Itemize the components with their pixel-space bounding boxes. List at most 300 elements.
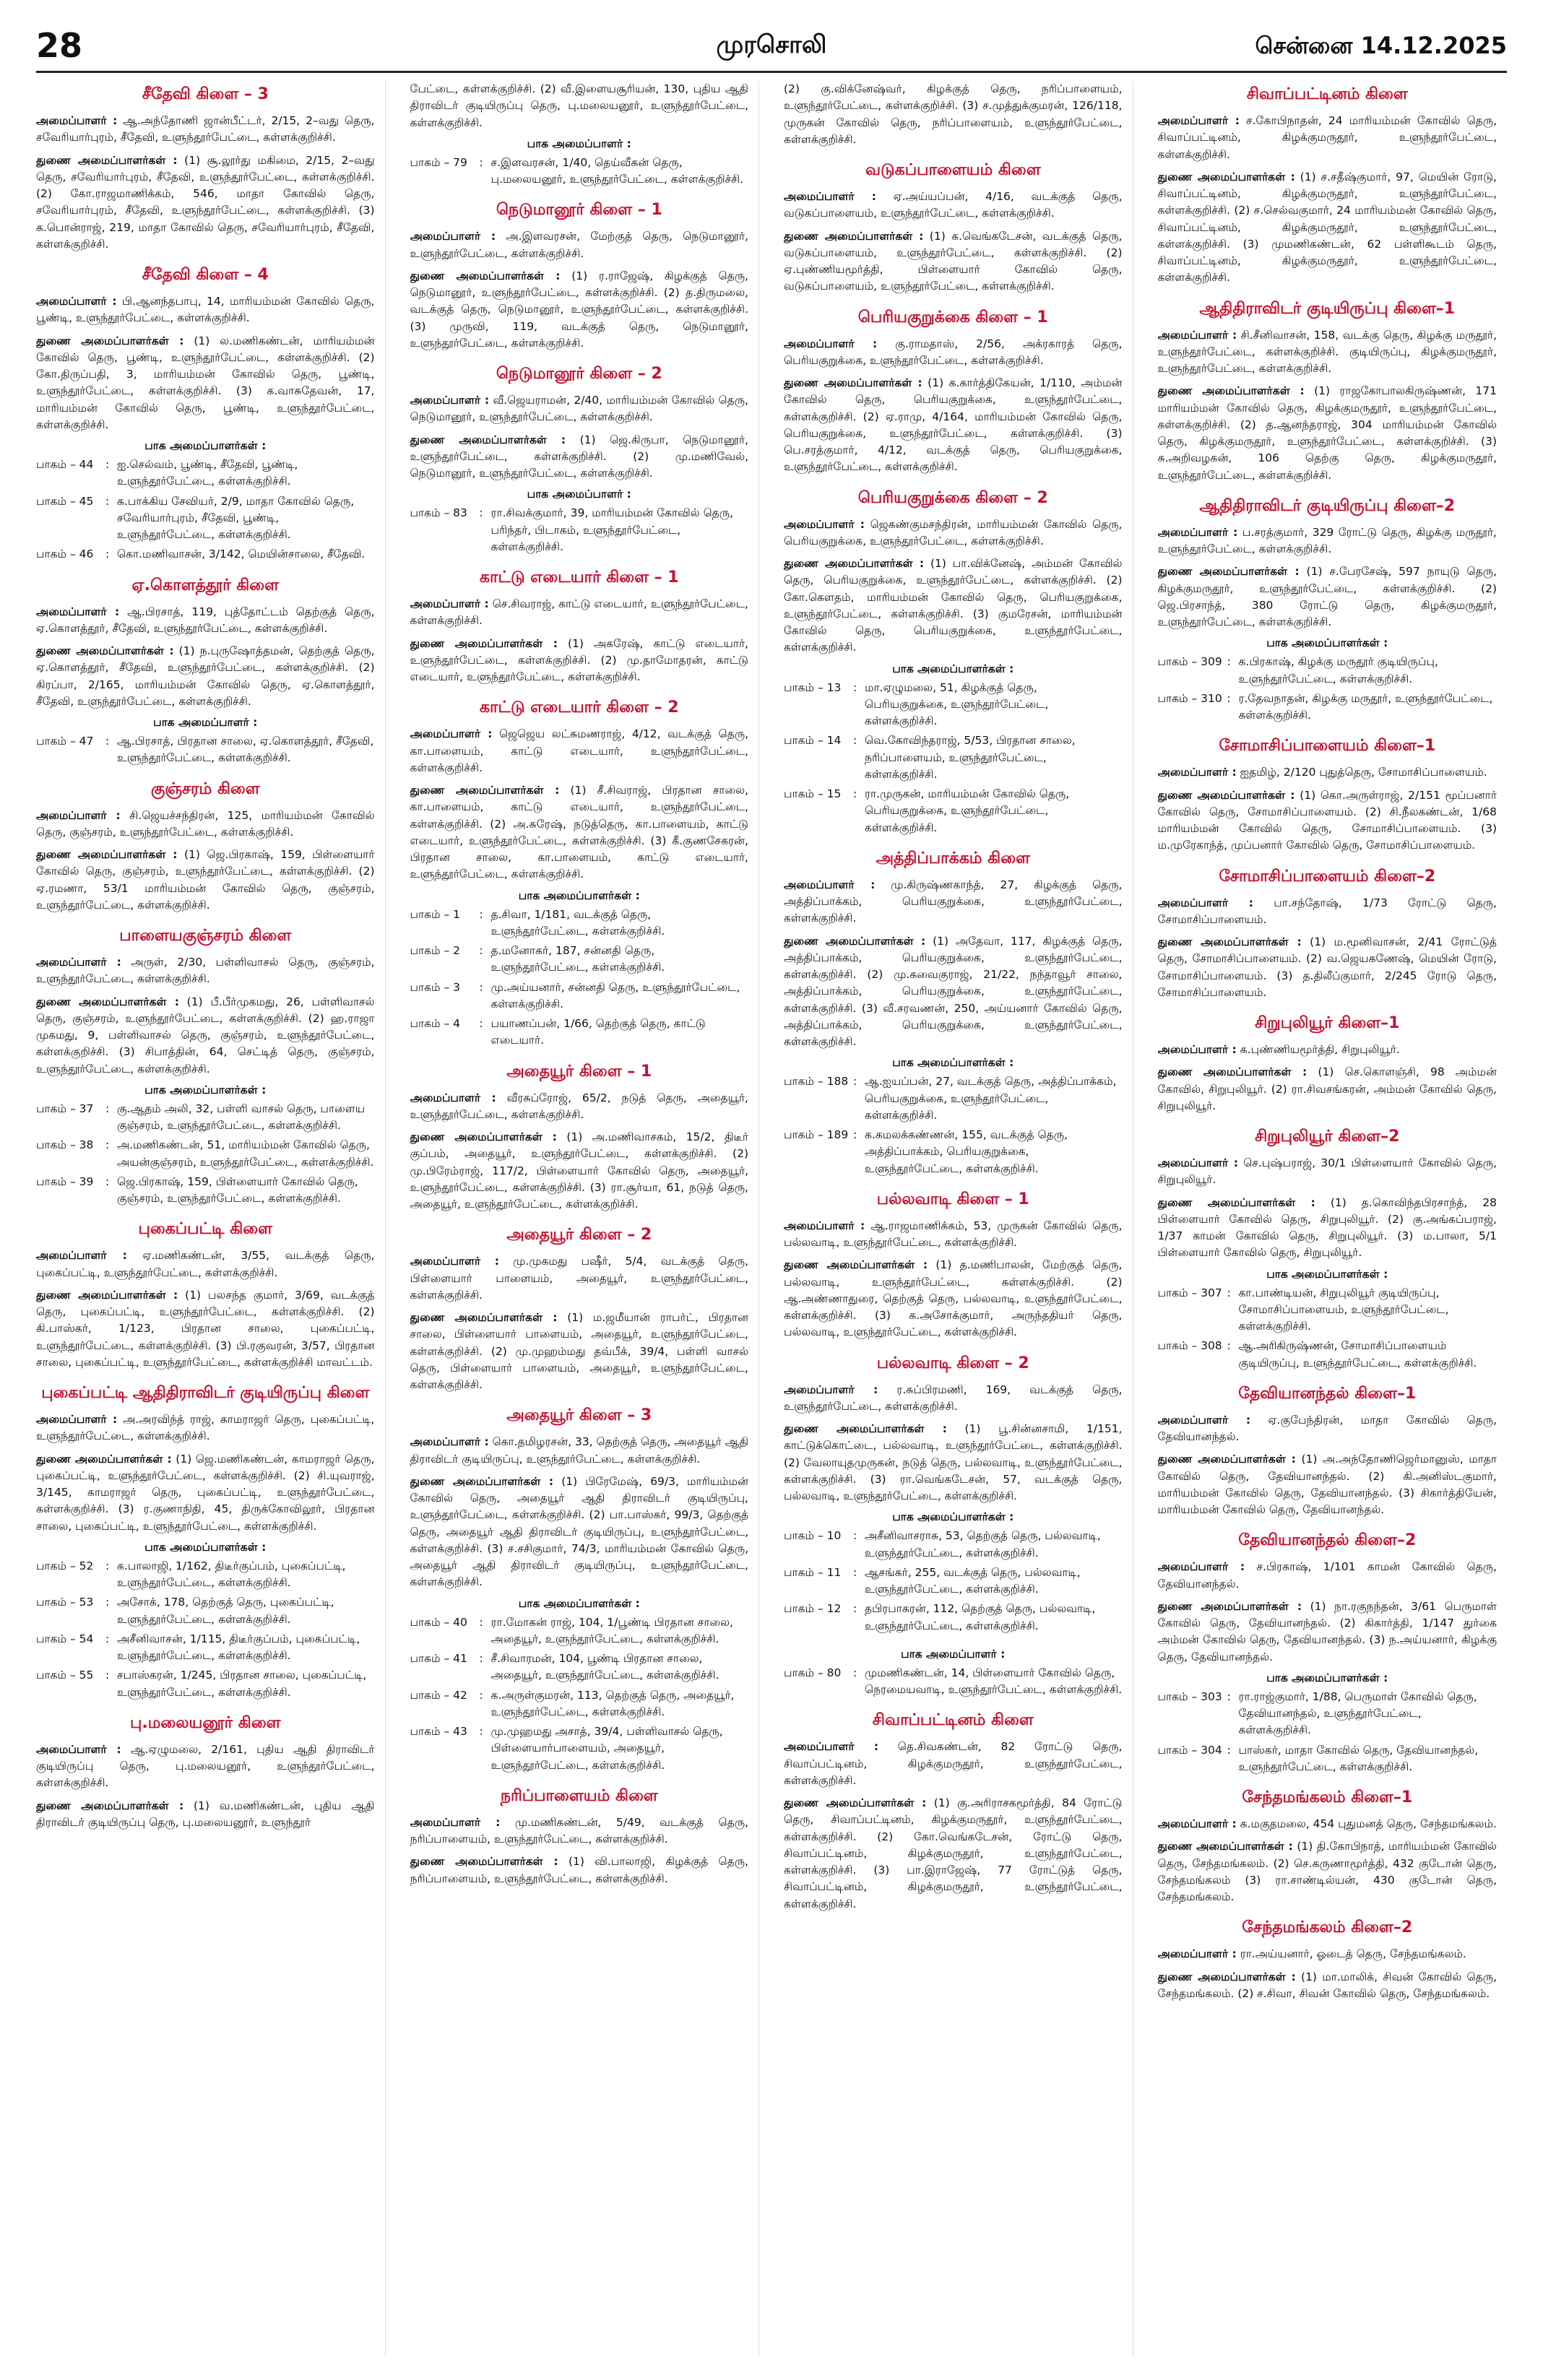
member-paragraph	[784, 336, 1123, 370]
branch-title: சீதேவி கிளை – 4	[142, 266, 269, 284]
member-paragraph	[36, 643, 375, 710]
member-details: ச.கோபிநாதன், 24 மாரியம்மன் கோவில் தெரு, சிவாப்பட்டினம், கிழக்குமருதூர், உளுந்தூர்பேட்டை, கள்ளக்குறிச்சி.	[1157, 114, 1497, 161]
member-paragraph	[410, 1474, 749, 1591]
role-label: அமைப்பாளர் :	[1157, 766, 1237, 779]
branch-section	[784, 849, 1123, 1177]
booth-member: சீ.சிவாரமன், 104, பூண்டி பிரதான சாலை, அதையூர், உளுந்தூர்பேட்டை, கள்ளக்குறிச்சி.	[490, 1652, 719, 1682]
branch-title: சோமாசிப்பாளையம் கிளை–1	[1219, 737, 1436, 756]
role-label: அமைப்பாளர் :	[36, 1742, 121, 1756]
member-details: (1) ஜெ.மணிகண்டன், காமராஜர் தெரு, புகைப்பட்டி, உளுந்தூர்பேட்டை, கள்ளக்குறிச்சி. (2) சி.யுவராஜ், 3/145, காமராஜர் தெரு, புகைப்பட்டி, உளுந்தூர்பேட்டை, கள்ளக்குறிச்சி. (3) ர.குணாநிதி, 45, திருக்கோவிலூர், பிரதான சாலை, புகைப்பட்டி, உளுந்தூர்பேட்டை, கள்ளக்குறிச்சி.	[36, 1452, 375, 1533]
branch-section	[1158, 1788, 1497, 1905]
role-label: துணை அமைப்பாளர்கள் :	[1157, 384, 1305, 398]
booth-colon: :	[479, 1017, 483, 1030]
role-label: அமைப்பாளர் :	[1157, 1156, 1238, 1169]
branch-title: சோமாசிப்பாளையம் கிளை–2	[1219, 867, 1436, 886]
column	[410, 81, 760, 2356]
member-details: (1) ந.புருஷோத்தமன், தெற்குத் தெரு, ஏ.கொளத்தூர், சீதேவி, உளுந்தூர்பேட்டை, கள்ளக்குறிச்சி. (2) கிரப்பா, 2/165, மாரியம்மன் கோவில் தெரு, ஏ.கொளத்தூர், சீதேவி, உளுந்தூர்பேட்டை, கள்ளக்குறிச்சி.	[36, 644, 375, 708]
member-details: ஜெகண்குமசந்திரன், மாரியம்மன் கோவில் தெரு, பெரியகுறுக்கை, உளுந்தூர்பேட்டை, கள்ளக்குறிச்சி.	[784, 517, 1123, 548]
member-details: க.மகுதமலை, 454 புதுமனத் தெரு, சேந்தமங்கலம்.	[1240, 1817, 1497, 1830]
booth-colon: :	[479, 907, 483, 921]
booth-number: பாகம் – 14	[784, 734, 842, 748]
branch-title: நெடுமானூர் கிளை – 2	[496, 365, 662, 383]
member-details: மு.கிருஷ்ணகாந்த், 27, கிழக்குத் தெரு, அத்திப்பாக்கம், பெரியகுறுக்கை, உளுந்தூர்பேட்டை, கள்ளக்குறிச்சி.	[784, 878, 1123, 925]
branch-title: பல்லவாடி கிளை – 1	[876, 1190, 1029, 1208]
booth-row	[410, 906, 749, 940]
booth-colon: :	[479, 1615, 483, 1629]
role-label: அமைப்பாளர் :	[410, 394, 490, 407]
branch-section	[36, 85, 375, 253]
member-paragraph	[1158, 1559, 1497, 1593]
branch-section	[1158, 1128, 1497, 1372]
member-paragraph	[1158, 1838, 1497, 1905]
booth-member: ரா.மோகன் ராஜ், 104, 1/பூண்டி பிரதான சாலை, அதையூர், உளுந்தூர்பேட்டை, கள்ளக்குறிச்சி.	[490, 1615, 733, 1645]
booth-member: க.பிரகாஷ், கிழக்கு மருதூர் குடியிருப்பு, உளுந்தூர்பேட்டை, கள்ளக்குறிச்சி.	[1238, 655, 1438, 685]
member-details: (1) பிரேமேஷ், 69/3, மாரியம்மன் கோவில் தெரு, அதையூர் ஆதி திராவிடர் குடியிருப்பு, உளுந்தூர்பேட்டை, கள்ளக்குறிச்சி. (2) பா.பாஸ்கர், 99/3, தெற்குத் தெரு, அதையூர் ஆதி திராவிடர் குடியிருப்பு, உளுந்தூர்பேட்டை, கள்ளக்குறிச்சி. (3) ச.சசிகுமார், 74/3, மாரியம்மன் கோவில் தெரு, அதையூர் ஆதி திராவிடர் குடியிருப்பு, உளுந்தூர்பேட்டை, கள்ளக்குறிச்சி.	[410, 1474, 748, 1589]
booth-member: ஆ.ஐயப்பன், 27, வடக்குத் தெரு, அத்திப்பாக்கம், பெரியகுறுக்கை, உளுந்தூர்பேட்டை, கள்ளக்குறிச்சி.	[865, 1075, 1117, 1122]
member-details: (1) செ.கொளஞ்சி, 98 அம்மன் கோவில், சிறுபுலியூர். (2) ரா.சிவசங்கரன், அம்மன் கோவில் தெரு, சிறுபுலியூர்.	[1157, 1065, 1497, 1112]
role-label: அமைப்பாளர் :	[784, 1382, 878, 1396]
role-label: துணை அமைப்பாளர்கள் :	[784, 934, 926, 948]
branch-section	[784, 489, 1123, 836]
member-paragraph	[36, 604, 375, 638]
role-label: துணை அமைப்பாளர்கள் :	[784, 229, 924, 243]
member-paragraph	[1158, 1969, 1497, 2003]
member-details: (1) ம.ஜமீயான் ராபர்ட், பிரதான சாலை, பிள்ளையார் பாளையம், அதையூர், உளுந்தூர்பேட்டை, கள்ளக்குறிச்சி. (2) மு.முஹம்மது தவ்பீக், 39/4, பள்ளி வாசல் தெரு, பிள்ளையார் பாளையம், அதையூர், உளுந்தூர்பேட்டை, கள்ளக்குறிச்சி.	[410, 1311, 748, 1391]
branch-title: அதையூர் கிளை – 3	[506, 1406, 652, 1425]
member-paragraph	[410, 432, 749, 483]
member-details: (1) பலசந்த குமார், 3/69, வடக்குத் தெரு, புகைப்பட்டி, உளுந்தூர்பேட்டை, கள்ளக்குறிச்சி. (2) கி.பாஸ்கர், 1/123, பிரதான சாலை, புகைப்பட்டி, உளுந்தூர்பேட்டை, கள்ளக்குறிச்சி. (3) பி.ரகுவரன், 3/57, பிரதான சாலை, புகைப்பட்டி, உளுந்தூர்பேட்டை, கள்ளக்குறிச்சி மாவட்டம்.	[36, 1288, 375, 1369]
branch-section	[410, 1787, 749, 1887]
branch-section	[410, 365, 749, 555]
booth-member: பயாணப்பன், 1/66, தெற்குத் தெரு, காட்டு எடையார்.	[490, 1017, 706, 1047]
member-paragraph	[784, 189, 1123, 222]
member-paragraph	[36, 1287, 375, 1371]
booth-colon: :	[105, 548, 110, 561]
newspaper-name: முரசொலி	[716, 30, 827, 59]
booth-member: சபாஸ்கரன், 1/245, பிரதான சாலை, புகைப்பட்டி, உளுந்தூர்பேட்டை, கள்ளக்குறிச்சி.	[117, 1669, 367, 1699]
member-details: (1) ல.மணிகண்டன், மாரியம்மன் கோவில் தெரு, பூண்டி, உளுந்தூர்பேட்டை, கள்ளக்குறிச்சி. (2) கோ.திருப்பதி, 3, மாரியம்மன் கோவில் தெரு, பூண்டி, உளுந்தூர்பேட்டை, கள்ளக்குறிச்சி. (3) க.வாசுதேவன், 17, மாரியம்மன் கோவில் தெரு, பூண்டி, உளுந்தூர்பேட்டை, கள்ளக்குறிச்சி.	[36, 334, 375, 431]
column	[1158, 81, 1508, 2356]
role-label: துணை அமைப்பாளர்கள் :	[410, 1130, 557, 1143]
member-details: (1) த.மணிபாலன், மேற்குத் தெரு, பல்லவாடி, உளுந்தூர்பேட்டை, கள்ளக்குறிச்சி. (2) ஆ.அண்ணாதுரை, தெற்குத் தெரு, பல்லவாடி, உளுந்தூர்பேட்டை, கள்ளக்குறிச்சி. (3) க.அசோக்குமார், அருந்ததியர் தெரு, பல்லவாடி, உளுந்தூர்பேட்டை, கள்ளக்குறிச்சி.	[784, 1258, 1123, 1339]
booth-row	[36, 1631, 375, 1665]
booth-row	[410, 1650, 749, 1684]
role-label: துணை அமைப்பாளர்கள் :	[410, 784, 560, 797]
booth-member: ர.தேவநாதன், கிழக்கு மருதூர், உளுந்தூர்பேட்டை, கள்ளக்குறிச்சி.	[1238, 691, 1493, 722]
branch-section	[410, 201, 749, 352]
branch-section	[1158, 497, 1497, 724]
member-details: (1) ச.சதீஷ்குமார், 97, மெயின் ரோடு, சிவாப்பட்டினம், கிழக்குமருதூர், உளுந்தூர்பேட்டை, கள்ளக்குறிச்சி. (2) ச.செல்வகுமார், 24 மாரியம்மன் கோவில் தெரு, சிவாப்பட்டினம், கிழக்குமருதூர், உளுந்தூர்பேட்டை, கள்ளக்குறிச்சி. (3) முமணிகண்டன், 62 பள்ளிகூடம் தெரு, சிவாப்பட்டினம், கிழக்குமருதூர், உளுந்தூர்பேட்டை, கள்ளக்குறிச்சி.	[1157, 170, 1497, 285]
booth-number: பாகம் – 40	[410, 1615, 467, 1629]
branch-title: புகைப்பட்டி கிளை	[138, 1220, 272, 1239]
booth-colon: :	[479, 1652, 483, 1665]
member-paragraph	[410, 1253, 749, 1304]
member-paragraph	[784, 228, 1123, 295]
member-details: ஆ.அந்தோணி ஜான்பீட்டர், 2/15, 2–வது தெரு, சவேரியார்புரம், சீதேவி, உளுந்தூர்பேட்டை, கள்ளக்குறிச்சி.	[36, 114, 375, 144]
member-paragraph	[36, 113, 375, 147]
branch-section	[36, 1220, 375, 1371]
role-label: அமைப்பாளர் :	[1157, 1560, 1245, 1574]
role-label: அமைப்பாளர் :	[1157, 1817, 1237, 1830]
member-details: (1) சூ.லூர்து மகிமை, 2/15, 2–வது தெரு, சவேரியார்புரம், சீதேவி, உளுந்தூர்பேட்டை, கள்ளக்குறிச்சி. (2) கோ.ராஜமாணிக்கம், 546, மாதா கோவில் தெரு, சவேரியார்புரம், சீதேவி, உளுந்தூர்பேட்டை, கள்ளக்குறிச்சி. (3) க.பொன்ராஜ், 219, மாதா கோவில் தெரு, சவேரியார்புரம், சீதேவி, கள்ளக்குறிச்சி.	[36, 153, 375, 251]
role-label: அமைப்பாளர் :	[784, 1219, 865, 1232]
booth-number: பாகம் – 38	[36, 1138, 94, 1152]
booth-number: பாகம் – 46	[36, 548, 94, 561]
role-label: அமைப்பாளர் :	[410, 1091, 496, 1104]
role-label: துணை அமைப்பாளர்கள் :	[1157, 1453, 1296, 1466]
role-label: அமைப்பாளர் :	[36, 808, 121, 822]
branch-section	[36, 266, 375, 563]
member-details: க.புண்ணியமூர்த்தி, சிறுபுலியூர்.	[1240, 1043, 1400, 1056]
role-label: துணை அமைப்பாளர்கள் :	[410, 636, 558, 650]
booth-member: ஆ.அரிகிருஷ்ணன், சோமாசிப்பாளையம் குடியிருப்பு, உளுந்தூர்பேட்டை, கள்ளக்குறிச்சி.	[1238, 1339, 1477, 1369]
role-label: துணை அமைப்பாளர்கள் :	[1157, 1599, 1302, 1613]
booth-colon: :	[853, 1128, 857, 1141]
booth-member: அ.மணிகண்டன், 51, மாரியம்மன் கோவில் தெரு, அயன்குஞ்சரம், உளுந்தூர்பேட்டை, கள்ளக்குறிச்சி.	[117, 1138, 374, 1169]
booth-row	[36, 1667, 375, 1701]
role-label: துணை அமைப்பாளர்கள் :	[410, 1474, 554, 1488]
booth-member: ரா.ராஜ்குமார், 1/88, பெருமாள் கோவில் தெரு, தேவியானந்தல், உளுந்தூர்பேட்டை, கள்ளக்குறிச்சி.	[1238, 1689, 1477, 1737]
member-details: (1) நா.ரகுநந்தன், 3/61 பெருமாள் கோவில் தெரு, தேவியானந்தல். (2) கிகார்த்தி, 1/147 துர்கை அம்மன் கோவில் தெரு, தேவியானந்தல். (3) ந.அய்யனார், கிழக்கு தெரு, தேவியானந்தல்.	[1157, 1599, 1497, 1663]
member-details: (2) கு.விக்னேஷ்வர், கிழக்குத் தெரு, நரிப்பாளையம், உளுந்தூர்பேட்டை, கள்ளக்குறிச்சி. (3) ச.முத்துக்குமரன், 126/118, முருகன் கோவில் தெரு, நரிப்பாளையம், உளுந்தூர்பேட்டை, கள்ளக்குறிச்சி.	[784, 82, 1123, 146]
member-paragraph	[1158, 1946, 1497, 1963]
booth-row	[784, 1601, 1123, 1635]
branch-section	[1158, 867, 1497, 1002]
booth-colon: :	[479, 980, 483, 994]
booth-row	[36, 733, 375, 767]
member-paragraph	[1158, 895, 1497, 929]
branch-section	[1158, 737, 1497, 854]
member-paragraph	[36, 1798, 375, 1832]
booth-heading: பாக அமைப்பாளர்கள் :	[892, 662, 1014, 675]
booth-member: க.பாலாஜி, 1/162, திடீர்குப்பம், புகைப்பட்டி, உளுந்தூர்பேட்டை, கள்ளக்குறிச்சி.	[117, 1559, 346, 1589]
booth-row	[410, 1687, 749, 1721]
member-paragraph	[410, 1814, 749, 1848]
member-details: சி.ஜெயச்சந்திரன், 125, மாரியம்மன் கோவில் தெரு, குஞ்சரம், உளுந்தூர்பேட்டை, கள்ளக்குறிச்சி.	[36, 808, 375, 839]
member-details: சி.சீனிவாசன், 158, வடக்கு தெரு, கிழக்கு மருதூர், உளுந்தூர்பேட்டை, கள்ளக்குறிச்சி. குடியிருப்பு, கிழக்குமருதூர், உளுந்தூர்பேட்டை, கள்ளக்குறிச்சி.	[1157, 328, 1497, 375]
branch-section	[410, 1063, 749, 1213]
role-label: அமைப்பாளர் :	[410, 727, 493, 741]
booth-row	[784, 732, 1123, 783]
booth-heading: பாக அமைப்பாளர்கள் :	[1266, 1267, 1388, 1281]
member-paragraph	[1158, 563, 1497, 631]
booth-heading: பாக அமைப்பாளர்கள் :	[518, 1596, 640, 1610]
page-number: 28	[36, 26, 83, 65]
booth-number: பாகம் – 45	[36, 494, 94, 508]
member-details: (1) ம.மூனிவாசன், 2/41 ரோட்டுத் தெரு, சோமாசிப்பாளையம். (2) வ.ஜெயகணேஷ், மெயின் ரோடு, சோமாசிப்பாளையம். (3) த.திலீப்குமார், 2/245 ரோடு தெரு, சோமாசிப்பாளையம்.	[1157, 935, 1497, 999]
booth-colon: :	[479, 1688, 483, 1702]
booth-heading: பாக அமைப்பாளர் :	[901, 1647, 1006, 1661]
booth-number: பாகம் – 55	[36, 1669, 94, 1682]
booth-number: பாகம் – 12	[784, 1602, 842, 1616]
member-details: (1) அதேவா, 117, கிழக்குத் தெரு, அத்திப்பாக்கம், பெரியகுறுக்கை, உளுந்தூர்பேட்டை, கள்ளக்குறிச்சி. (2) மு.கவைகுராஜ், 21/22, நந்தாவூர் சாலை, அத்திப்பாக்கம், பெரியகுறுக்கை, உளுந்தூர்பேட்டை, கள்ளக்குறிச்சி. (3) வீ.சரவணன், 250, அய்யனார் கோவில் தெரு, அத்திப்பாக்கம், பெரியகுறுக்கை, உளுந்தூர்பேட்டை, கள்ளக்குறிச்சி.	[784, 934, 1123, 1048]
booth-colon: :	[1227, 1743, 1231, 1757]
member-details: (1) பூ.சின்னசாமி, 1/151, காட்டுக்கொட்டை, பல்லவாடி, உளுந்தூர்பேட்டை, கள்ளக்குறிச்சி. (2) வேலாயுதமுருகன், நடுத் தெரு, பல்லவாடி, உளுந்தூர்பேட்டை, கள்ளக்குறிச்சி. (3) ரா.வெங்கடேசன், 57, வடக்குத் தெரு, பல்லவாடி, உளுந்தூர்பேட்டை, கள்ளக்குறிச்சி.	[784, 1422, 1123, 1502]
booth-row	[410, 1016, 749, 1050]
branch-section	[784, 308, 1123, 476]
branch-section	[410, 698, 749, 1049]
booth-member: ஆ.பிரசாத், பிரதான சாலை, ஏ.கொளத்தூர், சீதேவி, உளுந்தூர்பேட்டை, கள்ளக்குறிச்சி.	[117, 735, 374, 765]
role-label: துணை அமைப்பாளர்கள் :	[36, 153, 178, 167]
member-paragraph	[1158, 383, 1497, 484]
branch-section	[410, 81, 749, 188]
branch-title: சிறுபுலியூர் கிளை–1	[1255, 1014, 1400, 1032]
booth-colon: :	[105, 1174, 110, 1188]
branch-title: புகைப்பட்டி ஆதிதிராவிடர் குடியிருப்பு கிளை	[41, 1384, 370, 1402]
branch-section	[784, 1711, 1123, 1913]
branch-title: சிவாப்பட்டினம் கிளை	[1246, 85, 1408, 103]
edition-date: சென்னை 14.12.2025	[1255, 32, 1507, 59]
role-label: அமைப்பாளர் :	[36, 605, 120, 618]
booth-number: பாகம் – 47	[36, 735, 94, 748]
member-paragraph	[1158, 1155, 1497, 1189]
member-details: (1) க.வெங்கடேசன், வடக்குத் தெரு, வடுகப்பாளையம், உளுந்தூர்பேட்டை, கள்ளக்குறிச்சி. (2) ஏ.புண்ணியமூர்த்தி, பிள்ளையார் கோவில் தெரு, வடுகப்பாளையம், உளுந்தூர்பேட்டை, கள்ளக்குறிச்சி.	[784, 229, 1123, 293]
role-label: துணை அமைப்பாளர்கள் :	[784, 1422, 947, 1435]
role-label: அமைப்பாளர் :	[1157, 1413, 1251, 1427]
booth-member: ஜெ.பிரகாஷ், 159, பிள்ளையார் கோவில் தெரு, குஞ்சரம், உளுந்தூர்பேட்டை, கள்ளக்குறிச்சி.	[117, 1174, 358, 1205]
member-paragraph	[1158, 524, 1497, 558]
member-paragraph	[784, 877, 1123, 927]
role-label: துணை அமைப்பாளர்கள் :	[1157, 1970, 1296, 1983]
member-details: (1) ஜெ.பிரகாஷ், 159, பிள்ளையார் கோவில் தெரு, குஞ்சரம், உளுந்தூர்பேட்டை, கள்ளக்குறிச்சி. (2) ஏ.ரமணா, 53/1 மாரியம்மன் கோவில் தெரு, குஞ்சரம், உளுந்தூர்பேட்டை, கள்ளக்குறிச்சி.	[36, 848, 375, 912]
branch-section	[1158, 85, 1497, 287]
booth-number: பாகம் – 83	[410, 506, 467, 520]
member-details: ஐதமிழ், 2/120 புதுத்தெரு, சோமாசிப்பாளையம்.	[1240, 766, 1487, 779]
booth-heading: பாக அமைப்பாளர்கள் :	[144, 439, 267, 452]
booth-row	[410, 1723, 749, 1774]
member-paragraph	[36, 1247, 375, 1281]
member-paragraph	[784, 933, 1123, 1051]
member-details: ஆ.ஏழுமலை, 2/161, புதிய ஆதி திராவிடர் குடியிருப்பு தெரு, பு.மலையனூர், உளுந்தூர்பேட்டை, கள்ளக்குறிச்சி.	[36, 1742, 375, 1790]
branch-title: வடுகப்பாளையம் கிளை	[865, 161, 1041, 179]
member-paragraph	[36, 1451, 375, 1535]
member-paragraph	[36, 847, 375, 914]
member-details: கொ.தமிழரசன், 33, தெற்குத் தெரு, அதையூர் ஆதி திராவிடர் குடியிருப்பு, உளுந்தூர்பேட்டை, கள்ளக்குறிச்சி.	[410, 1435, 749, 1466]
booth-number: பாகம் – 11	[784, 1565, 842, 1579]
booth-member: தபிரபாகரன், 112, தெற்குத் தெரு, பல்லவாடி, உளுந்தூர்பேட்டை, கள்ளக்குறிச்சி.	[865, 1602, 1096, 1632]
member-paragraph	[36, 994, 375, 1078]
booth-colon: :	[853, 787, 857, 800]
member-paragraph	[1158, 1042, 1497, 1058]
booth-heading: பாக அமைப்பாளர்கள் :	[144, 1083, 267, 1096]
booth-number: பாகம் – 42	[410, 1688, 467, 1702]
role-label: துணை அமைப்பாளர்கள் :	[410, 269, 561, 282]
booth-row	[784, 786, 1123, 836]
booth-number: பாகம் – 53	[36, 1596, 94, 1609]
member-details: ச.பிரகாஷ், 1/101 காமன் கோவில் தெரு, தேவியானந்தல்.	[1157, 1560, 1497, 1591]
booth-colon: :	[105, 1102, 110, 1115]
booth-row	[36, 493, 375, 544]
member-paragraph	[784, 1421, 1123, 1505]
role-label: துணை அமைப்பாளர்கள் :	[410, 1311, 558, 1324]
role-label: அமைப்பாளர் :	[36, 295, 117, 308]
branch-section	[410, 1226, 749, 1393]
role-label: அமைப்பாளர் :	[36, 956, 121, 969]
member-paragraph	[410, 1090, 749, 1124]
branch-title: ஆதிதிராவிடர் குடியிருப்பு கிளை–1	[1199, 299, 1456, 318]
booth-number: பாகம் – 309	[1157, 655, 1222, 669]
booth-member: ஐ.செல்வம், பூண்டி, சீதேவி, பூண்டி, உளுந்தூர்பேட்டை, கள்ளக்குறிச்சி.	[117, 458, 298, 488]
booth-number: பாகம் – 13	[784, 680, 842, 694]
booth-row	[784, 1665, 1123, 1699]
role-label: அமைப்பாளர் :	[784, 1740, 879, 1754]
member-paragraph	[410, 726, 749, 776]
branch-title: பல்லவாடி கிளை – 2	[876, 1354, 1029, 1372]
booth-colon: :	[105, 1596, 110, 1609]
booth-member: முமணிகண்டன், 14, பிள்ளையார் கோவில் தெரு, நெரமையவாடி, உளுந்தூர்பேட்டை, கள்ளக்குறிச்சி.	[865, 1666, 1123, 1696]
booth-heading: பாக அமைப்பாளர்கள் :	[1266, 636, 1388, 650]
booth-member: ரா.சிவக்குமார், 39, மாரியம்மன் கோவில் தெரு, பரிந்தர், பிடாகம், உளுந்தூர்பேட்டை, கள்ளக்குறிச்சி.	[490, 506, 734, 553]
branch-section	[36, 1714, 375, 1831]
booth-row	[1158, 1742, 1497, 1776]
member-paragraph	[36, 152, 375, 254]
booth-row	[36, 1174, 375, 1208]
member-paragraph	[410, 1129, 749, 1213]
role-label: அமைப்பாளர் :	[1157, 1043, 1237, 1056]
member-details: அ.அரவிந்த் ராஜ், காமராஜர் தெரு, புகைப்பட்டி, உளுந்தூர்பேட்டை, கள்ளக்குறிச்சி.	[36, 1413, 375, 1443]
branch-section	[784, 1648, 1123, 1699]
booth-member: மா.ஏழுமலை, 51, கிழக்குத் தெரு, பெரியகுறுக்கை, உளுந்தூர்பேட்டை, கள்ளக்குறிச்சி.	[865, 680, 1049, 727]
booth-row	[784, 1528, 1123, 1562]
member-paragraph	[1158, 169, 1497, 287]
member-details: (1) க.கார்த்திகேயன், 1/110, அம்மன் கோவில் தெரு, பெரியகுறுக்கை, உளுந்தூர்பேட்டை, கள்ளக்குறிச்சி. (2) ஏ.ராமு, 4/164, மாரியம்மன் கோவில் தெரு, பெரியகுறுக்கை, உளுந்தூர்பேட்டை, கள்ளக்குறிச்சி. (3) பெ.சரத்குமார், 4/12, வடக்குத் தெரு, பெரியகுறுக்கை, உளுந்தூர்பேட்டை, கள்ளக்குறிச்சி.	[784, 376, 1123, 474]
member-paragraph	[1158, 1598, 1497, 1666]
branch-title: அதையூர் கிளை – 2	[506, 1226, 652, 1245]
booth-number: பாகம் – 303	[1157, 1689, 1222, 1703]
booth-row	[784, 1565, 1123, 1598]
branch-section	[784, 161, 1123, 295]
member-details: வீரசுப்ரோஜ், 65/2, நடுத் தெரு, அதையூர், உளுந்தூர்பேட்டை, கள்ளக்குறிச்சி.	[410, 1091, 748, 1121]
booth-number: பாகம் – 1	[410, 907, 460, 921]
member-paragraph	[1158, 1816, 1497, 1832]
booth-colon: :	[853, 734, 857, 748]
member-details: வீ.ஜெயராமன், 2/40, மாரியம்மன் கோவில் தெரு, நெடுமானூர், உளுந்தூர்பேட்டை, கள்ளக்குறிச்சி.	[410, 394, 748, 424]
member-paragraph	[36, 1741, 375, 1792]
member-details: அருள், 2/30, பள்ளிவாசல் தெரு, குஞ்சரம், உளுந்தூர்பேட்டை, கள்ளக்குறிச்சி.	[36, 956, 375, 986]
member-details: ஏ.குபேந்திரன், மாதா கோவில் தெரு, தேவியானந்தல்.	[1157, 1413, 1497, 1443]
booth-row	[410, 979, 749, 1013]
branch-title: பு.மலையனூர் கிளை	[129, 1713, 281, 1732]
booth-row	[784, 680, 1123, 730]
booth-heading: பாக அமைப்பாளர் :	[153, 716, 258, 729]
branch-section	[36, 780, 375, 914]
booth-member: பாஸ்கர், மாதா கோவில் தெரு, தேவியானந்தல், உளுந்தூர்பேட்டை, கள்ளக்குறிச்சி.	[1238, 1743, 1479, 1773]
branch-section	[784, 1190, 1123, 1341]
booth-heading: பாக அமைப்பாளர் :	[527, 137, 631, 150]
role-label: துணை அமைப்பாளர்கள் :	[410, 433, 566, 446]
branch-title: சிவாப்பட்டினம் கிளை	[872, 1711, 1034, 1730]
booth-member: ரா.முருகன், மாரியம்மன் கோவில் தெரு, பெரியகுறுக்கை, உளுந்தூர்பேட்டை, கள்ளக்குறிச்சி.	[865, 787, 1070, 834]
member-details: பேட்டை, கள்ளக்குறிச்சி. (2) வீ.இளையசூரியன், 130, புதிய ஆதி திராவிடர் குடியிருப்பு தெரு, பு.மலையனூர், உளுந்தூர்பேட்டை, கள்ளக்குறிச்சி.	[410, 82, 748, 129]
member-details: (1) சீ.சிவராஜ், பிரதான சாலை, கா.பாளையம், காட்டு எடையார், உளுந்தூர்பேட்டை, கள்ளக்குறிச்சி. (2) அ.சுரேஷ், நடுத்தெரு, கா.பாளையம், காட்டு எடையார், உளுந்தூர்பேட்டை, கள்ளக்குறிச்சி. (3) கீ.குணசேகரன், பிரதான சாலை, கா.பாளையம், காட்டு எடையார், உளுந்தூர்பேட்டை, கள்ளக்குறிச்சி.	[410, 784, 748, 881]
booth-row	[1158, 1285, 1497, 1336]
branch-title: சீதேவி கிளை – 3	[142, 85, 269, 103]
booth-number: பாகம் – 44	[36, 458, 94, 471]
booth-colon: :	[105, 1559, 110, 1572]
role-label: துணை அமைப்பாளர்கள் :	[1157, 1840, 1293, 1853]
branch-title: பாளையகுஞ்சரம் கிளை	[119, 927, 292, 945]
booth-member: ச.இளவரசன், 1/40, தெய்வீகன் தெரு, பு.மலையனூர், உளுந்தூர்பேட்டை, கள்ளக்குறிச்சி.	[490, 155, 744, 186]
booth-number: பாகம் – 188	[784, 1075, 849, 1089]
booth-member: க.அருள்குமரன், 113, தெற்குத் தெரு, அதையூர், உளுந்தூர்பேட்டை, கள்ளக்குறிச்சி.	[490, 1688, 735, 1718]
booth-heading: பாக அமைப்பாளர்கள் :	[892, 1056, 1014, 1070]
booth-number: பாகம் – 308	[1157, 1339, 1222, 1353]
member-details: ர.சுப்பிரமணி, 169, வடக்குத் தெரு, உளுந்தூர்பேட்டை, கள்ளக்குறிச்சி.	[784, 1382, 1123, 1413]
member-paragraph	[1158, 113, 1497, 163]
member-details: மு.மணிகண்டன், 5/49, வடக்குத் தெரு, நரிப்பாளையம், உளுந்தூர்பேட்டை, கள்ளக்குறிச்சி.	[410, 1815, 748, 1845]
member-details: (1) பீ.பீர்முகமது, 26, பள்ளிவாசல் தெரு, குஞ்சரம், உளுந்தூர்பேட்டை, கள்ளக்குறிச்சி. (2) ஹ.ராஜா முகமது, 9, பள்ளிவாசல் தெரு, குஞ்சரம், உளுந்தூர்பேட்டை, கள்ளக்குறிச்சி. (3) சிபாத்தின், 64, செட்டித் தெரு, குஞ்சரம், உளுந்தூர்பேட்டை, கள்ளக்குறிச்சி.	[36, 995, 375, 1076]
member-details: (1) ர.ராஜேஷ், கிழக்குத் தெரு, நெடுமானூர், உளுந்தூர்பேட்டை, கள்ளக்குறிச்சி. (2) த.திருமலை, வடக்குத் தெரு, நெடுமானூர், உளுந்தூர்பேட்டை, கள்ளக்குறிச்சி. (3) முருவி, 119, வடக்குத் தெரு, நெடுமானூர், உளுந்தூர்பேட்டை, கள்ளக்குறிச்சி.	[410, 269, 748, 350]
role-label: துணை அமைப்பாளர்கள் :	[784, 557, 925, 570]
member-paragraph	[36, 808, 375, 841]
booth-colon: :	[853, 680, 857, 694]
member-paragraph	[410, 1310, 749, 1393]
role-label: அமைப்பாளர் :	[1157, 114, 1240, 127]
booth-member: அசோக், 178, தெற்குத் தெரு, புகைப்பட்டி, உளுந்தூர்பேட்டை, கள்ளக்குறிச்சி.	[117, 1596, 334, 1626]
booth-heading: பாக அமைப்பாளர்கள் :	[1266, 1671, 1388, 1684]
booth-colon: :	[105, 458, 110, 471]
member-details: (1) கொ.அருள்ராஜ், 2/151 மூப்பனார் கோவில் தெரு, சோமாசிப்பாளையம். (2) சி.நீலகண்டன், 1/68 மாரியம்மன் கோவில் தெரு, சோமாசிப்பாளையம். (3) ம.முரேகாந்த், முப்பனார் கோவில் தெரு, சோமாசிப்பாளையம்.	[1157, 788, 1497, 852]
member-paragraph	[784, 375, 1123, 476]
article-columns	[36, 81, 1507, 2356]
member-paragraph	[784, 516, 1123, 550]
member-paragraph	[1158, 1195, 1497, 1262]
member-paragraph	[410, 596, 749, 630]
role-label: துணை அமைப்பாளர்கள் :	[1157, 1065, 1308, 1079]
role-label: அமைப்பாளர் :	[410, 1255, 499, 1268]
booth-member: அசீனிவாசராசு, 53, தெற்குத் தெரு, பல்லவாடி, உளுந்தூர்பேட்டை, கள்ளக்குறிச்சி.	[865, 1529, 1101, 1559]
member-paragraph	[1158, 787, 1497, 854]
booth-member: த.சிவா, 1/181, வடக்குத் தெரு, உளுந்தூர்பேட்டை, கள்ளக்குறிச்சி.	[490, 907, 665, 938]
member-details: (1) அ.மணிவாசகம், 15/2, திடீர் குப்பம், அதையூர், உளுந்தூர்பேட்டை, கள்ளக்குறிச்சி. (2) மு.பிரேம்ராஜ், 117/2, பிள்ளையார் கோவில் தெரு, அதையூர், உளுந்தூர்பேட்டை, கள்ளக்குறிச்சி. (3) ரா.சூர்யா, 61, நடுத் தெரு, அதையூர், உளுந்தூர்பேட்டை, கள்ளக்குறிச்சி.	[410, 1130, 748, 1211]
booth-number: பாகம் – 189	[784, 1128, 849, 1141]
masthead	[36, 20, 1507, 73]
booth-colon: :	[853, 1075, 857, 1089]
member-paragraph	[36, 1411, 375, 1445]
role-label: துணை அமைப்பாளர்கள் :	[410, 1855, 558, 1869]
role-label: அமைப்பாளர் :	[1157, 328, 1237, 342]
member-paragraph	[36, 333, 375, 434]
member-details: பி.ஆனந்தபாபு, 14, மாரியம்மன் கோவில் தெரு, பூண்டி, உளுந்தூர்பேட்டை, கள்ளக்குறிச்சி.	[36, 295, 375, 325]
booth-row	[784, 1127, 1123, 1177]
member-paragraph	[784, 1218, 1123, 1252]
member-paragraph	[410, 1434, 749, 1468]
booth-number: பாகம் – 54	[36, 1632, 94, 1645]
member-details: செ.புஷ்பராஜ், 30/1 பிள்ளையார் கோவில் தெரு, சிறுபுலியூர்.	[1157, 1156, 1497, 1187]
member-details: (1) ராஜகோபாலகிருஷ்ணன், 171 மாரியம்மன் கோவில் தெரு, கிழக்குமருதூர், உளுந்தூர்பேட்டை, கள்ளக்குறிச்சி. (2) த.ஆனந்தராஜ், 304 மாரியம்மன் கோவில் தெரு, கிழக்குமருதூர், உளுந்தூர்பேட்டை, கள்ளக்குறிச்சி. (3) சு.அறிவழகன், 106 தெற்கு தெரு, கிழக்குமருதூர், உளுந்தூர்பேட்டை, கள்ளக்குறிச்சி.	[1157, 384, 1497, 482]
member-details: செ.சிவராஜ், காட்டு எடையார், உளுந்தூர்பேட்டை, கள்ளக்குறிச்சி.	[410, 597, 748, 628]
member-paragraph	[410, 228, 749, 262]
member-details: மு.முகமது பஷீர், 5/4, வடக்குத் தெரு, பிள்ளையார் பாளையம், அதையூர், உளுந்தூர்பேட்டை, கள்ளக்குறிச்சி.	[410, 1255, 748, 1302]
role-label: அமைப்பாளர் :	[1157, 525, 1238, 539]
member-details: (1) மா.மாலிக், சிவன் கோவில் தெரு, சேந்தமங்கலம். (2) ச.சிவா, சிவன் கோவில் தெரு, சேந்தமங்கலம்.	[1157, 1970, 1497, 2000]
member-paragraph	[36, 954, 375, 988]
booth-heading: பாக அமைப்பாளர்கள் :	[518, 888, 640, 902]
branch-section	[1158, 1531, 1497, 1775]
booth-colon: :	[1227, 1339, 1231, 1353]
booth-colon: :	[479, 1725, 483, 1738]
member-details: ப.சரத்குமார், 329 ரோட்டு தெரு, கிழக்கு மருதூர், உளுந்தூர்பேட்டை, கள்ளக்குறிச்சி.	[1157, 525, 1497, 555]
branch-section	[1158, 300, 1497, 484]
branch-section	[36, 1384, 375, 1701]
booth-colon: :	[1227, 1689, 1231, 1703]
member-details: (1) த.கொவிந்தபிரசாந்த், 28 பிள்ளையார் கோவில் தெரு, சிறுபுலியூர். (2) கு.அங்கப்பராஜ், 1/37 காமன் கோவில் தெரு, சிறுபுலியூர். (3) ம.பாலா, 5/1 பிள்ளையார் கோவில் தெரு, சிறுபுலியூர்.	[1157, 1195, 1497, 1260]
member-details: (1) வ.மணிகண்டன், புதிய ஆதி திராவிடர் குடியிருப்பு தெரு, பு.மலையனூர், உளுந்தூர்	[36, 1799, 375, 1829]
branch-section	[1158, 1014, 1497, 1115]
member-paragraph	[784, 81, 1123, 148]
role-label: துணை அமைப்பாளர்கள் :	[36, 995, 179, 1008]
booth-member: க.கமலக்கண்ணன், 155, வடக்குத் தெரு, அத்திப்பாக்கம், பெரியகுறுக்கை, உளுந்தூர்பேட்டை, கள்ளக்குறிச்சி.	[865, 1128, 1068, 1175]
